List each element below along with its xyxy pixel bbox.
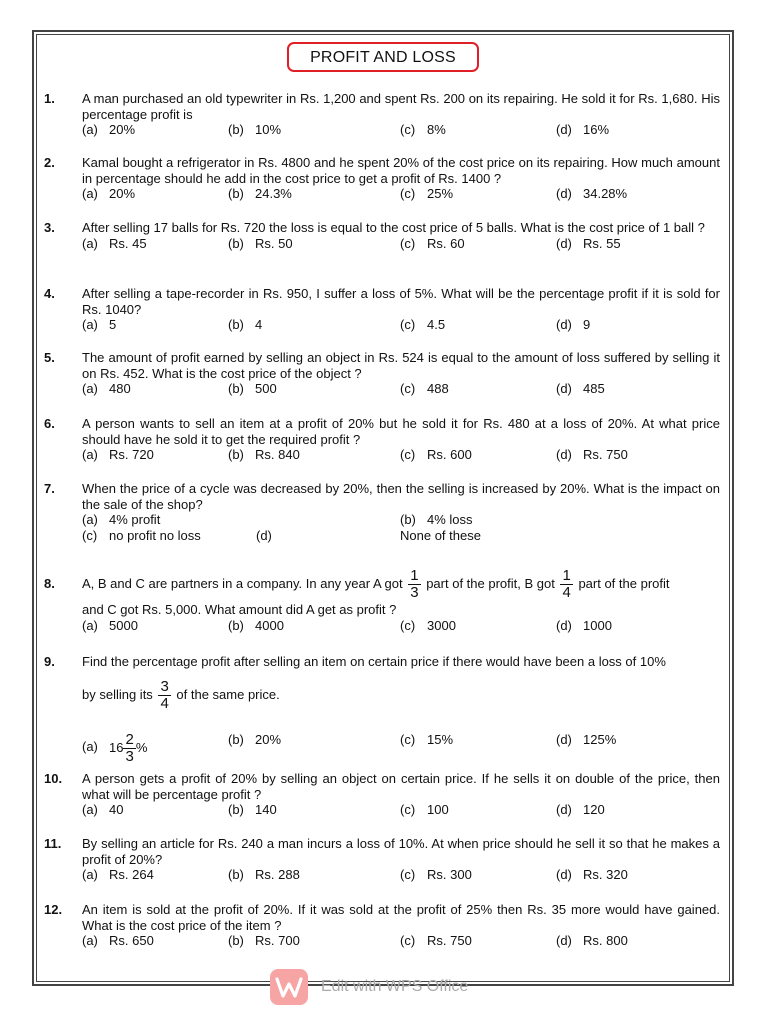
option-c: (c) Rs. 750 [400,933,472,948]
options-row [82,381,720,397]
option-d: (d) Rs. 55 [556,235,621,251]
option-d: (d) Rs. 750 [556,447,628,462]
option-b: (b) Rs. 700 [228,933,300,948]
question-text: After selling a tape-recorder in Rs. 950, I suffer a loss of 5%. What will be the percentage profit if it is sold for Rs. 1040? [82,286,720,317]
question-number: 10. [44,771,63,786]
option-c: (c) 25% [400,186,454,201]
question-text: By selling an article for Rs. 240 a man incurs a loss of 10%. At when price should he sell it so that he makes a profit of 20%? [82,836,720,867]
options-row [82,317,720,333]
options-row [82,186,720,202]
question-text: The amount of profit earned by selling an object in Rs. 524 is equal to the amount of loss suffered by selling it on Rs. 452. What is the cost price of the object ? [82,350,720,381]
options-row [82,802,720,818]
watermark-text: Edit with WPS Office [321,978,469,995]
option-d: (d) Rs. 800 [556,933,628,948]
option-d: (d) 485 [556,381,605,396]
option-d: (d) 16% [556,122,610,137]
question-3 [44,220,720,252]
option-b: (b) Rs. 50 [228,235,293,251]
option-b: (b) Rs. 288 [228,867,300,882]
option-a: (a) 16 $\frac{2}{3}$ % [82,730,148,765]
question-number: 9. [44,654,55,669]
option-a: (a) Rs. 650 [82,933,154,948]
option-a: (a) Rs. 45 [82,235,147,251]
option-d: (d) 1000 [556,617,612,633]
options-row [82,867,720,883]
option-c: (c) 3000 [400,617,456,633]
option-c: (c) 100 [400,802,449,817]
option-d-label: (d) [256,528,272,543]
option-a: (a) Rs. 264 [82,867,154,882]
fraction-three-fourths: $\frac{3}{4}$ [160,677,169,712]
question-4 [44,286,720,333]
option-c: (c) 8% [400,122,446,137]
wps-office-logo-icon [270,969,308,1005]
question-text: A man purchased an old typewriter in Rs. 1,200 and spent Rs. 200 on its repairing. He sold it for Rs. 1,680. His percentage profit is [82,91,720,122]
option-d: (d) 120 [556,802,605,817]
question-text-line1: A, B and C are partners in a company. In any year A got $\frac{1}{3}$ part of the profit, B got $\frac{1}{4}$ part of the profit [82,567,670,602]
options-row [82,933,720,949]
question-6 [44,416,720,463]
option-a: (a) 5 [82,317,117,332]
question-10 [44,771,720,818]
option-b: (b) Rs. 840 [228,447,300,462]
option-b: (b) 4000 [228,617,284,633]
question-number: 4. [44,286,55,301]
question-number: 7. [44,481,55,496]
question-text: An item is sold at the profit of 20%. If it was sold at the profit of 25% then Rs. 35 more would have gained. What is the cost price of the item ? [82,902,720,933]
option-c: (c) 15% [400,731,454,747]
option-c: (c) Rs. 60 [400,235,465,251]
option-a: (a) 20% [82,186,136,201]
option-d: (d) 125% [556,731,617,747]
question-number: 1. [44,91,55,106]
option-b: (b) 20% [228,731,282,747]
question-8 [44,566,720,634]
question-text: Kamal bought a refrigerator in Rs. 4800 and he spent 20% of the cost price on its repairing. How much amount in percentage should he add in the cost price to get a profit of Rs. 1400 ? [82,155,720,186]
question-number: 2. [44,155,55,170]
question-number: 11. [44,836,62,851]
options-row [82,122,720,138]
question-number: 5. [44,350,55,365]
option-b: (b) 4% loss [400,512,473,527]
question-text: A person wants to sell an item at a profit of 20% but he sold it for Rs. 480 at a loss of 20%. At what price should have he sold it to get the required profit ? [82,416,720,447]
option-d: (d) Rs. 320 [556,867,628,882]
option-a: (a) 20% [82,122,136,137]
question-11 [44,836,720,883]
option-a: (a) 4% profit [82,512,161,527]
option-b: (b) 10% [228,122,282,137]
option-a: (a) 480 [82,381,131,396]
question-1 [44,91,720,138]
option-d: (d) 9 [556,317,591,332]
option-c: (c) no profit no loss [82,528,201,543]
option-c: (c) Rs. 300 [400,867,472,882]
question-7 [44,481,720,544]
question-number: 8. [44,576,55,591]
question-5 [44,350,720,397]
option-b: (b) 24.3% [228,186,292,201]
question-number: 3. [44,220,55,235]
option-b: (b) 500 [228,381,277,396]
option-c: (c) Rs. 600 [400,447,472,462]
options-row [82,618,720,634]
question-9 [44,654,720,765]
fraction-one-third: $\frac{1}{3}$ [410,567,419,602]
option-a: (a) Rs. 720 [82,447,154,462]
option-c: (c) 488 [400,381,449,396]
option-b: (b) 4 [228,317,263,332]
wps-watermark[interactable] [270,969,468,1005]
option-d-value: None of these [400,528,481,543]
options-row [82,528,720,544]
option-d: (d) 34.28% [556,186,628,201]
question-text: When the price of a cycle was decreased by 20%, then the selling is increased by 20%. What is the impact on the sale of the shop? [82,481,720,512]
options-row [82,447,720,463]
question-12 [44,902,720,949]
question-number: 12. [44,902,63,917]
question-text: A person gets a profit of 20% by selling an object on certain price. If he sells it on double of the price, then what will be percentage profit ? [82,771,720,802]
question-2 [44,155,720,202]
options-row [82,236,720,252]
option-a: (a) 5000 [82,617,138,633]
question-text-line2: and C got Rs. 5,000. What amount did A get as profit ? [82,602,397,617]
page-title: PROFIT AND LOSS [287,42,479,72]
option-a: (a) 40 [82,802,124,817]
question-text-line2: by selling its $\frac{3}{4}$ of the same price. [82,677,280,712]
options-row [82,720,720,765]
question-text-line1: Find the percentage profit after selling an item on certain price if there would have been a loss of 10% [82,654,666,669]
question-number: 6. [44,416,55,431]
options-row [82,512,720,528]
option-c: (c) 4.5 [400,317,446,332]
question-text: After selling 17 balls for Rs. 720 the loss is equal to the cost price of 5 balls. What is the cost price of 1 ball ? [82,220,705,235]
fraction-two-thirds: $\frac{2}{3}$ [125,730,134,765]
fraction-one-fourth: $\frac{1}{4}$ [562,567,571,602]
option-b: (b) 140 [228,802,277,817]
